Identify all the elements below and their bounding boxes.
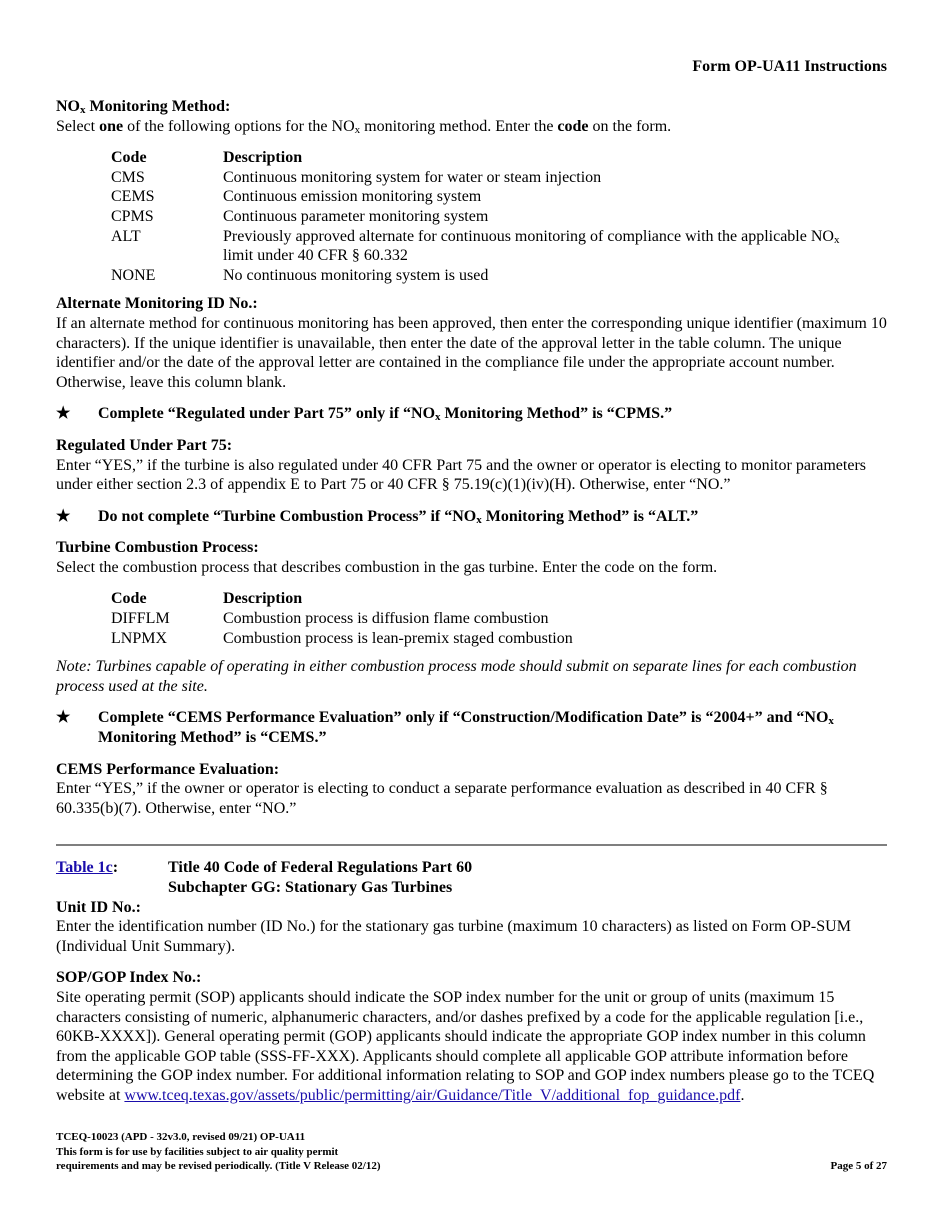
- code-cell: ALT: [111, 227, 141, 245]
- description-cell: Continuous emission monitoring system: [223, 188, 482, 206]
- combustion-codes-table: [111, 589, 573, 648]
- cems-body: Enter “YES,” if the owner or operator is electing to conduct a separate performance evaluation as described in 40 CFR § 60.335(b)(7). Otherwise, enter “NO.”: [56, 780, 828, 817]
- combustion-heading: Turbine Combustion Process:: [56, 539, 259, 557]
- description-cell: Continuous parameter monitoring system: [223, 207, 489, 225]
- footer-usage-line1: This form is for use by facilities subject to air quality permit: [56, 1145, 339, 1158]
- code-cell: NONE: [111, 266, 156, 284]
- code-cell: CPMS: [111, 207, 154, 225]
- footer-form-id: TCEQ-10023 (APD - 32v3.0, revised 09/21) OP-UA11: [56, 1131, 306, 1143]
- description-column-header: Description: [223, 149, 303, 167]
- page-content: [56, 97, 887, 1106]
- sop-gop-heading: SOP/GOP Index No.:: [56, 969, 202, 987]
- table-1c-header: Table 1c: Title 40 Code of Federal Regulations Part 60 Subchapter GG: Stationary Gas Turbines: [56, 858, 887, 897]
- table-row: [111, 187, 839, 207]
- table-1c-title-line2: Subchapter GG: Stationary Gas Turbines: [168, 879, 453, 896]
- page-footer: [56, 1130, 887, 1174]
- form-title-header: Form OP-UA11 Instructions: [692, 58, 887, 75]
- description-cell: Previously approved alternate for continuous monitoring of compliance with the applicable $NO_x$ limit under 40 CFR § 60.332: [223, 227, 840, 265]
- instruction-note-cems: ★ Complete “CEMS Performance Evaluation” only if “Construction/Modification Date” is “2004+” and “$NO_x$ Monitoring Method” is “CEMS.”: [56, 709, 834, 747]
- code-cell: CMS: [111, 168, 145, 186]
- description-column-header: Description: [223, 590, 303, 608]
- star-icon: ★: [56, 709, 71, 727]
- description-cell: Combustion process is lean-premix staged combustion: [223, 629, 573, 647]
- description-cell: Combustion process is diffusion flame combustion: [223, 610, 549, 628]
- part75-body: Enter “YES,” if the turbine is also regulated under 40 CFR Part 75 and the owner or operator is electing to monitor parameters under either section 2.3 of appendix E to Part 75 or 40 CFR § 75.19(c)(1)(iv)(H). Otherwise, enter “NO.”: [56, 456, 866, 494]
- code-cell: CEMS: [111, 188, 155, 206]
- table-1c-title-line1: Title 40 Code of Federal Regulations Part 60: [168, 859, 473, 877]
- star-icon: ★: [56, 507, 71, 525]
- table-row: [111, 207, 839, 227]
- description-cell: Continuous monitoring system for water or steam injection: [223, 168, 602, 186]
- code-cell: LNPMX: [111, 629, 168, 647]
- combustion-note: Note: Turbines capable of operating in either combustion process mode should submit on separate lines for each combustion process used at the site.: [56, 658, 857, 695]
- table-row: [111, 168, 839, 188]
- nox-method-intro: Select one of the following options for the $NO_x$ monitoring method. Enter the code on the form.: [56, 117, 672, 136]
- table-row: [111, 629, 573, 649]
- page-number: Page 5 of 27: [830, 1160, 887, 1172]
- instruction-note-combustion: ★ Do not complete “Turbine Combustion Process” if “$NO_x$ Monitoring Method” is “ALT.”: [56, 507, 699, 526]
- footer-usage-line2: requirements and may be revised periodically. (Title V Release 02/12): [56, 1160, 381, 1172]
- table-header-row: [111, 148, 839, 168]
- part75-heading: Regulated Under Part 75:: [56, 436, 233, 454]
- table-row: [111, 227, 839, 266]
- unit-id-heading: Unit ID No.:: [56, 898, 141, 916]
- sop-gop-body: Site operating permit (SOP) applicants should indicate the SOP index number for the unit or group of units (maximum 15 characters consisting of numeric, alphanumeric characters, and/or dashes prefixed by a code for the applicable regulation [i.e., 60KB-XXXX]). General operating permit (GOP) applicants should indicate the appropriate GOP index number in this column from the applicable GOP table (SSS-FF-XXX). Applicants should complete all applicable GOP attribute information before determining the GOP index number. For additional information relating to SOP and GOP index numbers please go to the TCEQ website at www.tceq.texas.gov/assets/public/permitting/air/Guidance/Title_V/additional_fop_guidance.pdf.: [56, 988, 875, 1104]
- combustion-intro: Select the combustion process that describes combustion in the gas turbine. Enter the code on the form.: [56, 558, 718, 576]
- alt-monitoring-id-body: If an alternate method for continuous monitoring has been approved, then enter the corresponding unique identifier (maximum 10 characters). If the unique identifier is unavailable, then enter the date of the approval letter in the table column. The unique identifier and/or the date of the approval letter are contained in the compliance file under the appropriate account number. Otherwise, leave this column blank.: [56, 314, 887, 391]
- unit-id-body: Enter the identification number (ID No.) for the stationary gas turbine (maximum 10 characters) as listed on Form OP-SUM (Individual Unit Summary).: [56, 918, 851, 955]
- cems-heading: CEMS Performance Evaluation:: [56, 760, 280, 778]
- table-row: [111, 266, 839, 286]
- description-cell: No continuous monitoring system is used: [223, 266, 489, 284]
- table-1c-link[interactable]: Table 1c: [56, 859, 113, 877]
- alt-monitoring-id-heading: Alternate Monitoring ID No.:: [56, 295, 258, 313]
- star-icon: ★: [56, 405, 71, 423]
- table-header-row: [111, 589, 573, 609]
- nox-method-heading: $NO_x$ Monitoring Method:: [56, 98, 231, 116]
- code-column-header: Code: [111, 590, 147, 608]
- instruction-note-part75: ★ Complete “Regulated under Part 75” only if “$NO_x$ Monitoring Method” is “CPMS.”: [56, 405, 673, 424]
- code-column-header: Code: [111, 149, 147, 167]
- tceq-guidance-link[interactable]: www.tceq.texas.gov/assets/public/permitting/air/Guidance/Title_V/additional_fop_guidance.pdf: [124, 1086, 741, 1104]
- nox-method-codes-table: [111, 148, 839, 285]
- table-row: [111, 609, 573, 629]
- code-cell: DIFFLM: [111, 610, 170, 628]
